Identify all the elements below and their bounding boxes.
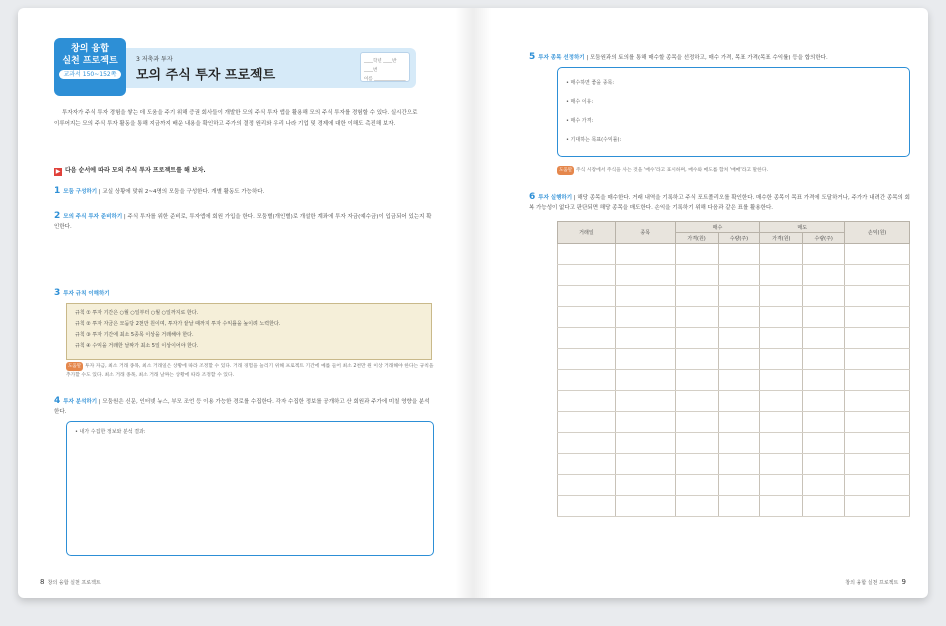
name-field: 이름 ______________ — [364, 77, 406, 82]
selection-item: • 기대하는 목표(수익률): — [566, 137, 622, 143]
table-cell[interactable] — [675, 265, 718, 286]
table-cell[interactable] — [760, 391, 803, 412]
page-number: 8 — [40, 578, 45, 586]
table-cell[interactable] — [615, 391, 675, 412]
table-cell[interactable] — [760, 412, 803, 433]
header-sell-price: 가격(원) — [760, 233, 803, 244]
table-cell[interactable] — [615, 307, 675, 328]
table-cell[interactable] — [615, 412, 675, 433]
table-cell[interactable] — [845, 496, 910, 517]
table-cell[interactable] — [845, 370, 910, 391]
rule-item: 규칙 ① 투자 기간은 ○월 ○일부터 ○월 ○일까지로 한다. — [75, 310, 199, 316]
analysis-answer-box[interactable] — [66, 421, 434, 556]
table-cell[interactable] — [845, 307, 910, 328]
page-title: 모의 주식 투자 프로젝트 — [136, 68, 276, 83]
table-cell[interactable] — [760, 433, 803, 454]
table-cell[interactable] — [558, 349, 616, 370]
table-cell[interactable] — [675, 328, 718, 349]
table-cell[interactable] — [675, 370, 718, 391]
intro-paragraph: 투자자가 주식 투자 경험을 쌓는 데 도움을 주기 위해 증권 회사들이 개발한 모의 주식 투자 앱을 활용해 모의 주식 투자를 경험할 수 있다. 실시간으로 이루어지는 모의 주식 투자 활동을 통해 지금까지 배운 내용을 확인하고 주가의 결정 원리와 우리 나라 기업 및 경제에 대한 이해도 촉진해 보자. — [54, 110, 418, 127]
table-cell[interactable] — [615, 265, 675, 286]
table-cell[interactable] — [718, 391, 760, 412]
table-cell[interactable] — [558, 307, 616, 328]
table-cell[interactable] — [558, 433, 616, 454]
table-cell[interactable] — [760, 370, 803, 391]
header-item: 종목 — [615, 222, 675, 244]
step-number: 3 — [54, 288, 61, 298]
table-cell[interactable] — [845, 265, 910, 286]
table-cell[interactable] — [845, 244, 910, 265]
page-fold-shadow — [455, 8, 473, 598]
table-row — [558, 454, 910, 475]
table-cell[interactable] — [718, 328, 760, 349]
class-field: ____학년 ____반 ____번 — [364, 59, 397, 73]
table-cell[interactable] — [615, 328, 675, 349]
table-cell[interactable] — [718, 496, 760, 517]
table-cell[interactable] — [558, 244, 616, 265]
table-cell[interactable] — [803, 412, 845, 433]
table-cell[interactable] — [760, 349, 803, 370]
instruction-text: 다음 순서에 따라 모의 주식 투자 프로젝트를 해 보자. — [65, 167, 206, 174]
step-title: 투자 규칙 이해하기 — [63, 291, 110, 297]
table-cell[interactable] — [718, 286, 760, 307]
page-footer — [40, 578, 101, 586]
left-page — [18, 8, 473, 598]
table-cell[interactable] — [718, 244, 760, 265]
table-cell[interactable] — [803, 454, 845, 475]
arrow-icon: ▶ — [55, 168, 61, 175]
step-5: 5 투자 종목 선정하기 | 모둠원과의 토의를 통해 매수할 종목을 선정하고, 매수 가격, 목표 가격(목표 수익률) 등을 합의한다. — [529, 52, 828, 62]
footer-label: 창의 융합 실천 프로젝트 — [845, 580, 899, 586]
table-cell[interactable] — [558, 496, 616, 517]
help-tag: 도움말 — [559, 168, 573, 173]
table-cell[interactable] — [845, 286, 910, 307]
table-row — [558, 475, 910, 496]
table-cell[interactable] — [558, 454, 616, 475]
step-title: 투자 종목 선정하기 — [538, 55, 585, 61]
footer-label: 창의 융합 실천 프로젝트 — [47, 580, 101, 586]
header-buy-price: 가격(원) — [675, 233, 718, 244]
step-number: 5 — [529, 52, 536, 62]
table-cell[interactable] — [760, 307, 803, 328]
table-cell[interactable] — [675, 433, 718, 454]
table-row — [558, 244, 910, 265]
table-cell[interactable] — [675, 307, 718, 328]
table-cell[interactable] — [558, 412, 616, 433]
table-cell[interactable] — [718, 265, 760, 286]
step-title: 투자 분석하기 — [63, 399, 98, 405]
right-page — [473, 8, 928, 598]
table-cell[interactable] — [675, 244, 718, 265]
table-cell[interactable] — [675, 454, 718, 475]
step-3 — [54, 288, 434, 299]
table-cell[interactable] — [803, 265, 845, 286]
step-title: 모의 주식 투자 준비하기 — [63, 214, 123, 220]
help-tag: 도움말 — [68, 364, 82, 369]
header-buy: 매수 — [675, 222, 760, 233]
table-cell[interactable] — [675, 286, 718, 307]
page-number: 9 — [901, 578, 906, 586]
step-body: 해당 종목을 매수한다. 거래 내역을 기록하고 주식 포트폴리오를 확인한다. 매수한 종목이 목표 가격에 도달하거나, 주가가 내려간 종목의 회복 가능성이 없다고 판단되면 해당 종목을 매도한다. 손익을 기록하기 위해 다음과 같은 표를 활용한다. — [529, 195, 910, 211]
header-sell-qty: 수량(주) — [803, 233, 845, 244]
table-cell[interactable] — [675, 349, 718, 370]
step-number: 1 — [54, 186, 61, 196]
project-badge — [54, 38, 126, 96]
table-row — [558, 496, 910, 517]
table-cell[interactable] — [675, 475, 718, 496]
table-cell[interactable] — [615, 496, 675, 517]
step5-note — [557, 166, 917, 175]
table-cell[interactable] — [615, 370, 675, 391]
table-cell[interactable] — [803, 391, 845, 412]
table-cell[interactable] — [615, 244, 675, 265]
header-date: 거래일 — [558, 222, 616, 244]
table-cell[interactable] — [718, 475, 760, 496]
table-cell[interactable] — [718, 349, 760, 370]
table-row — [558, 412, 910, 433]
step-2: 2 모의 주식 투자 준비하기 | 주식 투자를 위한 준비로, 투자앱에 회원 가입을 한다. 모둠별(개인별)로 개설한 계좌에 투자 자금(예수금)이 입금되어 있는지 확인한다. — [54, 211, 432, 230]
table-cell[interactable] — [845, 475, 910, 496]
step-number: 2 — [54, 211, 61, 221]
table-cell[interactable] — [615, 454, 675, 475]
table-row — [558, 307, 910, 328]
table-cell[interactable] — [803, 433, 845, 454]
table-cell[interactable] — [803, 244, 845, 265]
table-cell[interactable] — [760, 496, 803, 517]
table-cell[interactable] — [675, 412, 718, 433]
table-cell[interactable] — [760, 244, 803, 265]
table-cell[interactable] — [615, 286, 675, 307]
note-text: 투자 자금, 최소 거래 종목, 최소 거래일은 상황에 따라 조정할 수 있다. 거래 경험을 늘리기 위해 프로젝트 기간에 예를 들어 최소 2천만 원 이상 거래해야 한다는 규칙을 추가할 수도 있다. 최소 거래 종목, 최소 거래 날짜는 상황에 따라 조정할 수 있다. — [66, 364, 434, 378]
table-cell[interactable] — [803, 349, 845, 370]
table-cell[interactable] — [760, 265, 803, 286]
step-number: 4 — [54, 396, 61, 406]
header-profit: 손익(원) — [845, 222, 910, 244]
table-cell[interactable] — [760, 454, 803, 475]
rule-item: 규칙 ② 투자 자금은 모둠당 2천만 원이며, 투자가 끝날 때까지 투자 수익률을 높이려 노력한다. — [75, 321, 281, 327]
step-body: 모둠원은 신문, 인터넷 뉴스, 부모 조언 등 이용 가능한 경로를 수집한다. 각자 수집한 정보를 공개하고 산 회원과 주가에 미칠 영향을 분석한다. — [54, 399, 430, 415]
selection-item: • 매수 가격: — [566, 118, 594, 124]
trade-record-table — [557, 221, 910, 517]
step-1: 1 모둠 구성하기 | 교실 상황에 맞춰 2~4명의 모둠을 구성한다. 개별 활동도 가능하다. — [54, 186, 265, 196]
table-cell[interactable] — [615, 349, 675, 370]
rules-box — [66, 303, 432, 360]
table-row — [558, 349, 910, 370]
table-cell[interactable] — [558, 475, 616, 496]
table-cell[interactable] — [845, 349, 910, 370]
step-number: 6 — [529, 192, 536, 202]
table-cell[interactable] — [845, 433, 910, 454]
table-cell[interactable] — [718, 370, 760, 391]
header-sell: 매도 — [760, 222, 845, 233]
table-cell[interactable] — [558, 265, 616, 286]
step-title: 투자 실행하기 — [538, 195, 573, 201]
rule-item: 규칙 ③ 투자 기간에 최소 5종목 이상을 거래해야 한다. — [75, 332, 194, 338]
table-row — [558, 328, 910, 349]
rule-item: 규칙 ④ 수익을 거래한 날짜가 최소 5일 이상이어야 한다. — [75, 343, 199, 349]
step-body: 주식 투자를 위한 준비로, 투자앱에 회원 가입을 한다. 모둠별(개인별)로 개설한 계좌에 투자 자금(예수금)이 입금되어 있는지 확인한다. — [54, 214, 432, 230]
table-row — [558, 286, 910, 307]
table-cell[interactable] — [803, 286, 845, 307]
table-cell[interactable] — [718, 412, 760, 433]
table-body — [558, 244, 910, 517]
table-row — [558, 433, 910, 454]
table-cell[interactable] — [803, 496, 845, 517]
step-4: 4 투자 분석하기 | 모둠원은 신문, 인터넷 뉴스, 부모 조언 등 이용 가능한 경로를 수집한다. 각자 수집한 정보를 공개하고 산 회원과 주가에 미칠 영향을 분석한다. — [54, 396, 430, 415]
badge-pages: 교과서 150~152쪽 — [59, 70, 121, 79]
table-cell[interactable] — [718, 433, 760, 454]
table-cell[interactable] — [803, 475, 845, 496]
step3-note — [66, 362, 436, 380]
step-title: 모둠 구성하기 — [63, 189, 98, 195]
table-cell[interactable] — [558, 370, 616, 391]
step-body: 모둠원과의 토의를 통해 매수할 종목을 선정하고, 매수 가격, 목표 가격(목표 수익률) 등을 합의한다. — [589, 55, 828, 61]
table-cell[interactable] — [718, 454, 760, 475]
table-cell[interactable] — [615, 475, 675, 496]
table-cell[interactable] — [558, 391, 616, 412]
header-buy-qty: 수량(주) — [718, 233, 760, 244]
table-cell[interactable] — [803, 370, 845, 391]
table-cell[interactable] — [615, 433, 675, 454]
table-cell[interactable] — [760, 328, 803, 349]
table-cell[interactable] — [803, 328, 845, 349]
badge-line2: 실천 프로젝트 — [62, 56, 118, 66]
badge-line1: 창의 융합 — [71, 44, 109, 54]
table-cell[interactable] — [760, 475, 803, 496]
table-cell[interactable] — [558, 328, 616, 349]
student-namebox — [360, 52, 410, 82]
step-body: 교실 상황에 맞춰 2~4명의 모둠을 구성한다. 개별 활동도 가능하다. — [102, 189, 265, 195]
table-cell[interactable] — [675, 496, 718, 517]
table-cell[interactable] — [845, 454, 910, 475]
step-6: 6 투자 실행하기 | 해당 종목을 매수한다. 거래 내역을 기록하고 주식 포트폴리오를 확인한다. 매수한 종목이 목표 가격에 도달하거나, 주가가 내려간 종목의 회복 가능성이 없다고 판단되면 해당 종목을 매도한다. 손익을 기록하기 위해 다음과 같은 표를 활용한다. — [529, 192, 910, 211]
selection-item: • 매수하면 좋을 종목: — [566, 80, 615, 86]
selection-item: • 매수 이유: — [566, 99, 594, 105]
table-cell[interactable] — [675, 391, 718, 412]
textbook-spread — [18, 8, 928, 598]
table-cell[interactable] — [845, 412, 910, 433]
answer-label: • 내가 수집한 정보와 분석 결과: — [75, 429, 146, 435]
table-row — [558, 265, 910, 286]
page-footer — [845, 578, 906, 586]
instruction — [54, 165, 206, 176]
table-cell[interactable] — [760, 286, 803, 307]
table-cell[interactable] — [845, 328, 910, 349]
table-cell[interactable] — [845, 391, 910, 412]
table-cell[interactable] — [558, 286, 616, 307]
table-cell[interactable] — [718, 307, 760, 328]
table-row — [558, 391, 910, 412]
unit-subtitle: 3 저축과 투자 — [136, 56, 173, 63]
table-cell[interactable] — [803, 307, 845, 328]
page-fold-shadow — [473, 8, 491, 598]
stock-selection-box[interactable] — [557, 67, 910, 157]
note-text: 주식 시장에서 주식을 사는 것을 '매수'라고 표시하며, 매수와 매도를 합쳐 '매매'라고 말한다. — [576, 168, 768, 173]
table-row — [558, 370, 910, 391]
